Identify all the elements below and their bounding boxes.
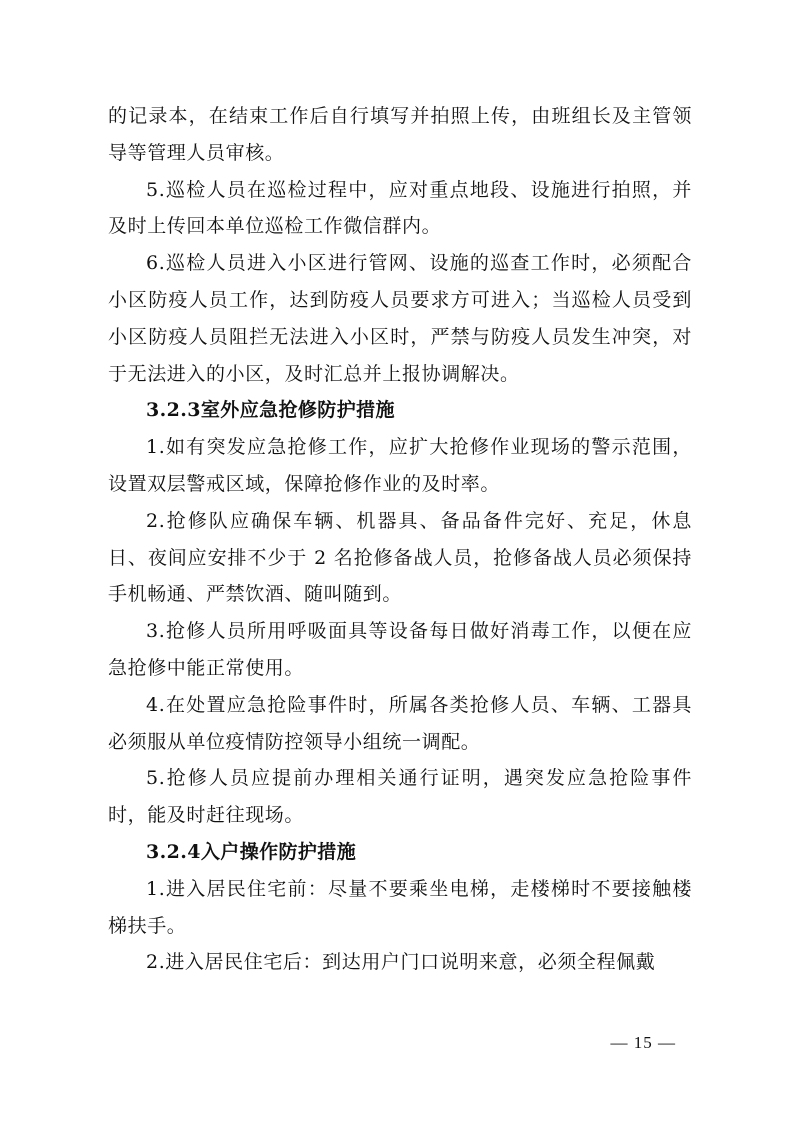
page-number: — 15 — — [610, 1033, 676, 1052]
paragraph-item-1-before-entry: 1.进入居民住宅前：尽量不要乘坐电梯，走楼梯时不要接触楼梯扶手。 — [108, 877, 692, 937]
paragraph-item-3-disinfection: 3.抢修人员所用呼吸面具等设备每日做好消毒工作，以便在应急抢修中能正常使用。 — [108, 620, 692, 679]
document-body — [108, 98, 692, 981]
paragraph-item-6-community-entry: 6.巡检人员进入小区进行管网、设施的巡查工作时，必须配合小区防疫人员工作，达到防疫人员要求方可进入；当巡检人员受到小区防疫人员阻拦无法进入小区时，严禁与防疫人员发生冲突，对于无法进入的小区，及时汇总并上报协调解决。 — [108, 252, 692, 385]
section-heading-3-2-3: 3.2.3室外应急抢修防护措施 — [146, 399, 395, 422]
paragraph-continuation: 的记录本，在结束工作后自行填写并拍照上传，由班组长及主管领导等管理人员审核。 — [108, 105, 692, 164]
paragraph-item-2-repair-team: 2.抢修队应确保车辆、机器具、备品备件完好、充足，休息日、夜间应安排不少于 2 名抢修备战人员，抢修备战人员必须保持手机畅通、严禁饮酒、随叫随到。 — [108, 509, 692, 606]
paragraph-item-5-pass-permit: 5.抢修人员应提前办理相关通行证明，遇突发应急抢险事件时，能及时赶往现场。 — [108, 767, 692, 827]
section-heading-3-2-4: 3.2.4入户操作防护措施 — [146, 840, 357, 863]
paragraph-item-1-warning-range: 1.如有突发应急抢修工作，应扩大抢修作业现场的警示范围，设置双层警戒区域，保障抢修作业的及时率。 — [108, 436, 692, 495]
paragraph-item-4-dispatch: 4.在处置应急抢险事件时，所属各类抢修人员、车辆、工器具必须服从单位疫情防控领导小组统一调配。 — [108, 693, 692, 753]
paragraph-item-2-after-entry: 2.进入居民住宅后：到达用户门口说明来意，必须全程佩戴 — [146, 951, 656, 974]
paragraph-item-5-patrol-photo: 5.巡检人员在巡检过程中，应对重点地段、设施进行拍照，并及时上传回本单位巡检工作微信群内。 — [108, 178, 692, 238]
